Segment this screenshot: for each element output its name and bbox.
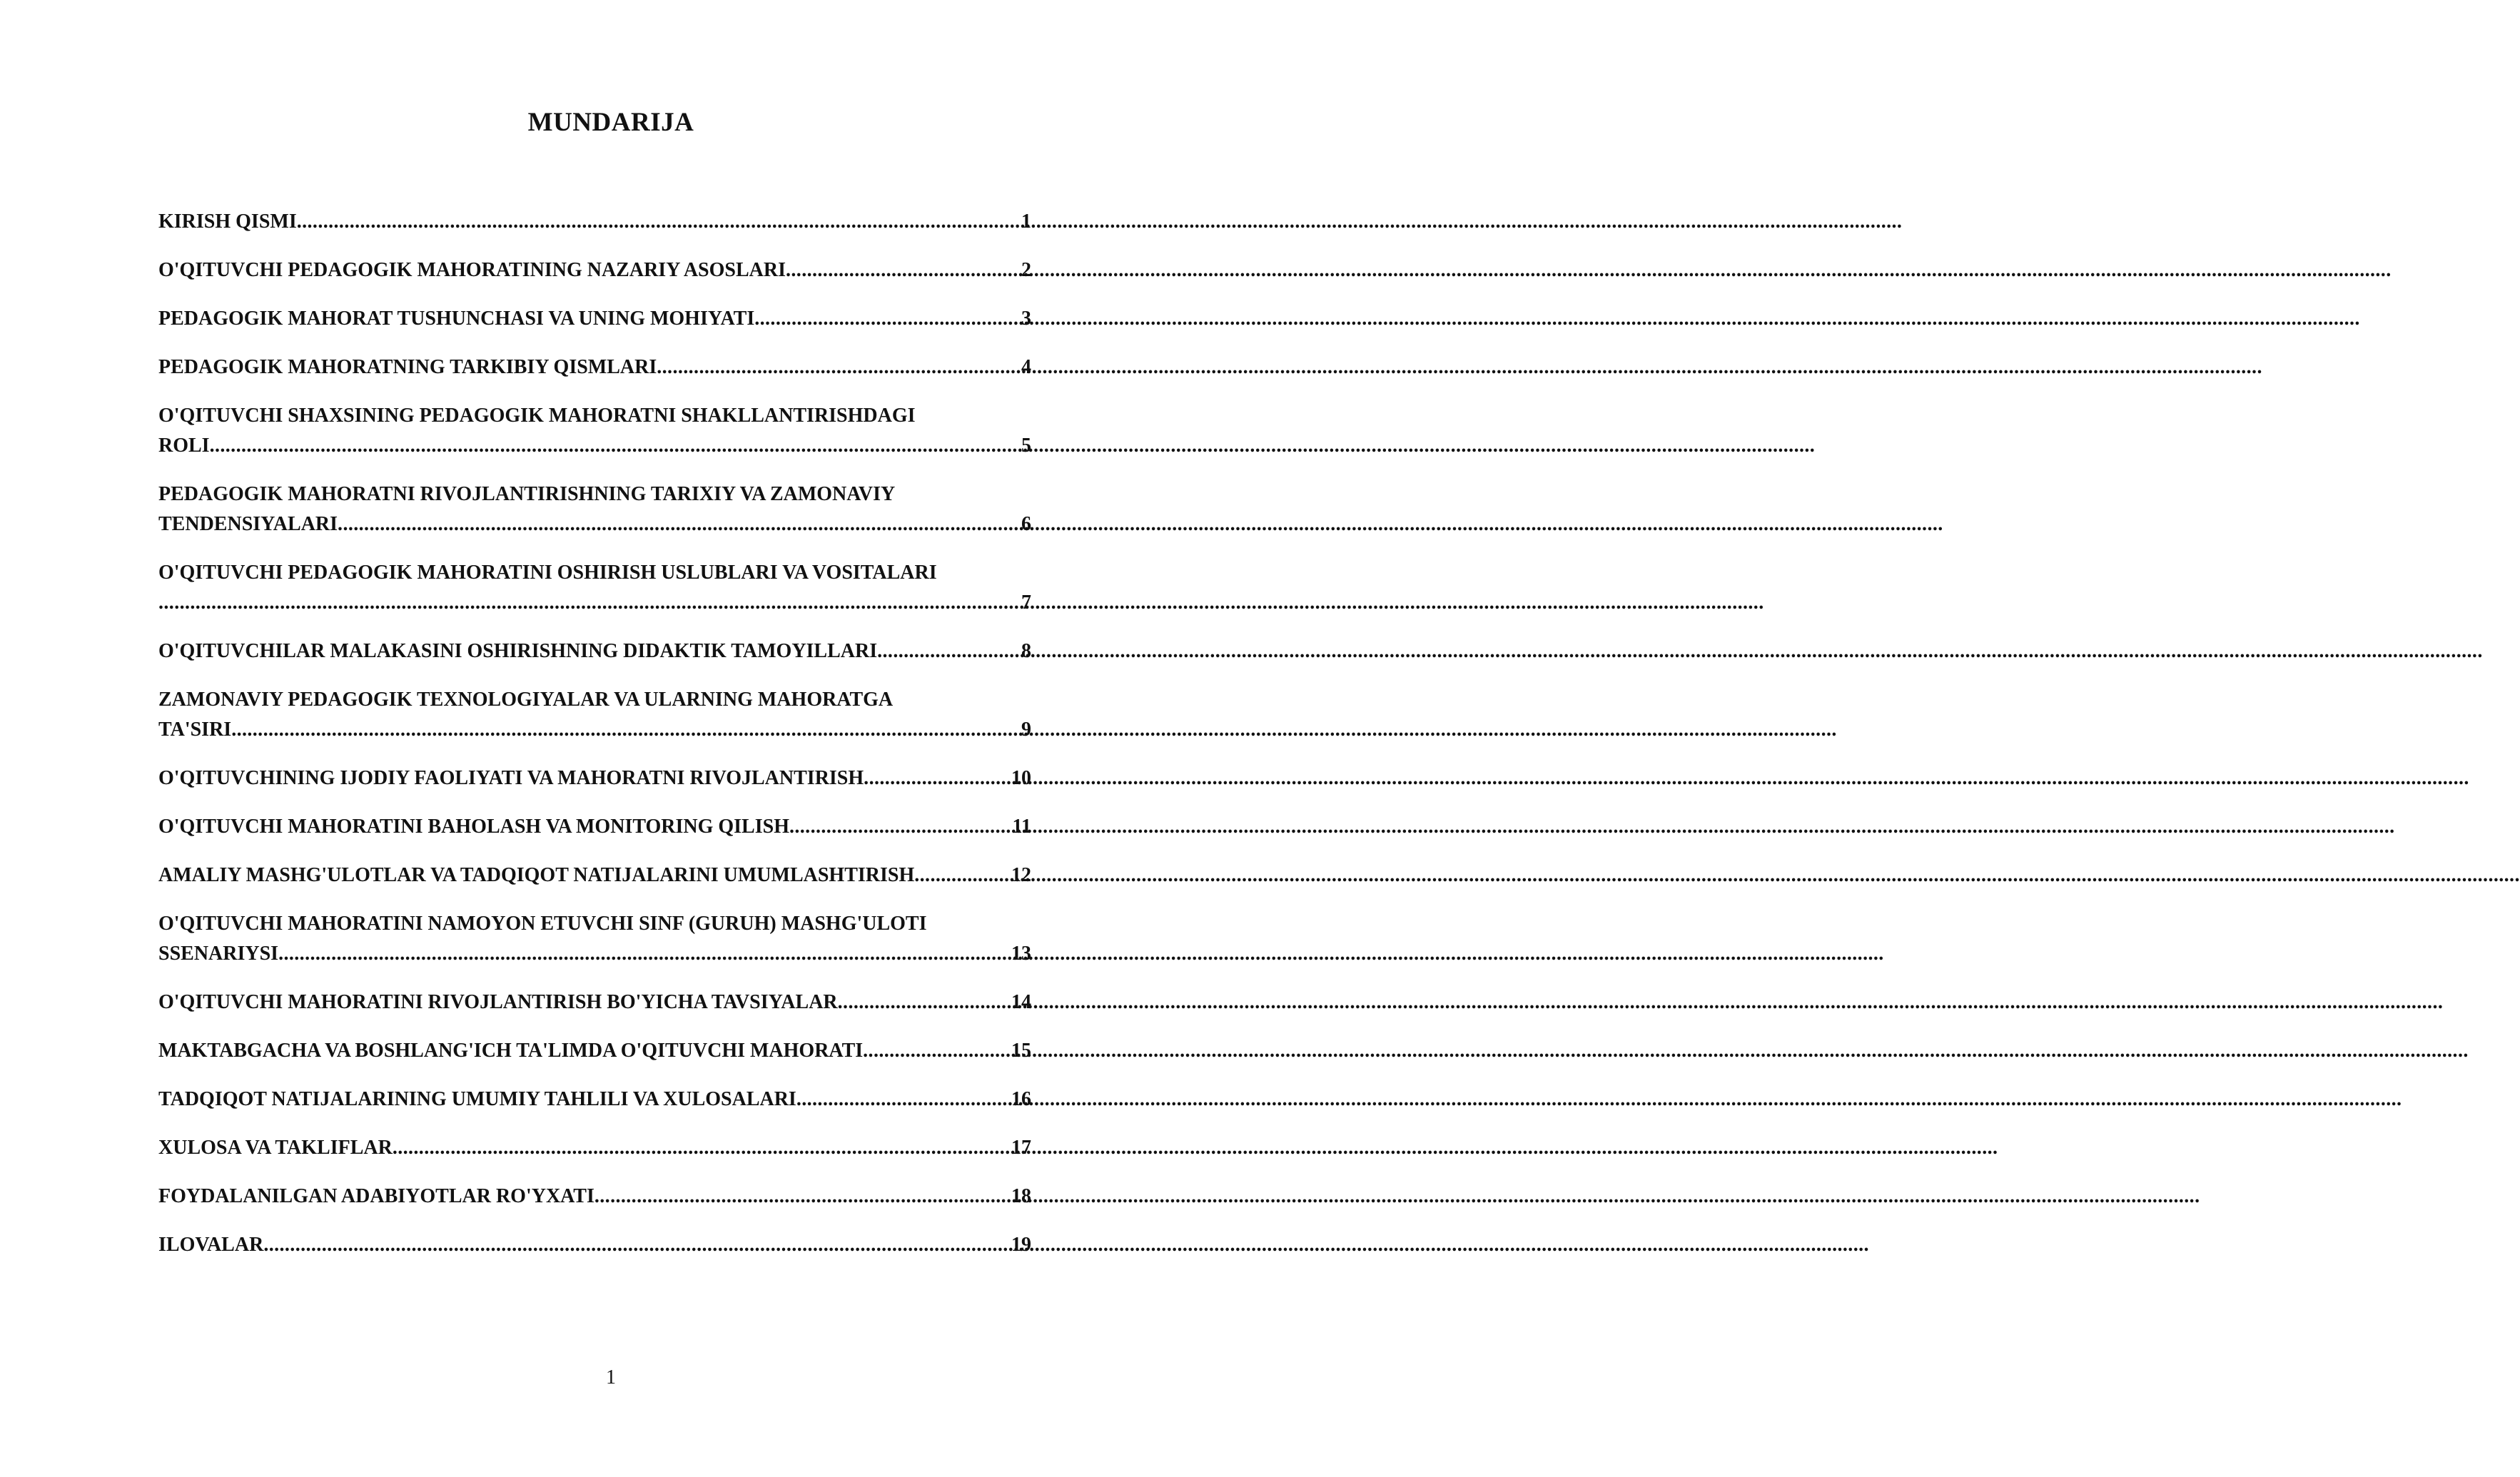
- toc-entry[interactable]: [158, 1133, 1031, 1163]
- toc-line: [158, 1133, 1031, 1163]
- toc-title: PEDAGOGIK MAHORAT TUSHUNCHASI VA UNING MOHIYATI: [158, 308, 755, 330]
- toc-page-number: 8: [1021, 640, 1031, 662]
- toc-dot-leader: [754, 304, 1020, 334]
- toc-dot-leader: [297, 207, 1020, 237]
- toc-dot-leader: [789, 812, 1011, 842]
- toc-page-number: 13: [1011, 943, 1031, 965]
- toc-page-number: 17: [1011, 1137, 1031, 1159]
- toc-line: [158, 939, 1031, 969]
- toc-entry[interactable]: [158, 1036, 1031, 1066]
- toc-dot-leader: [914, 861, 1010, 890]
- toc-entry[interactable]: [158, 636, 1031, 666]
- toc-title-first-line: PEDAGOGIK MAHORATNI RIVOJLANTIRISHNING TARIXIY VA ZAMONAVIY: [158, 483, 896, 505]
- toc-dot-leader: [838, 988, 1010, 1017]
- toc-page-number: 3: [1021, 308, 1031, 330]
- document-page: [0, 0, 1142, 1477]
- toc-entry[interactable]: [158, 685, 1031, 745]
- toc-title: O'QITUVCHI PEDAGOGIK MAHORATINING NAZARIY ASOSLARI: [158, 259, 786, 281]
- toc-dot-leader: [594, 1182, 1010, 1212]
- toc-line: [158, 1230, 1031, 1260]
- toc-title: FOYDALANILGAN ADABIYOTLAR RO'YXATI: [158, 1185, 594, 1207]
- toc-entry[interactable]: [158, 352, 1031, 382]
- toc-page-number: 12: [1011, 864, 1031, 886]
- toc-entry[interactable]: [158, 861, 1031, 890]
- toc-line: [158, 636, 1031, 666]
- toc-title: TENDENSIYALARI: [158, 513, 338, 535]
- toc-line: [158, 861, 1031, 890]
- toc-page-number: 7: [1021, 592, 1031, 614]
- toc-entry[interactable]: [158, 1085, 1031, 1115]
- toc-line: [158, 812, 1031, 842]
- toc-title-first-line: ZAMONAVIY PEDAGOGIK TEXNOLOGIYALAR VA ULARNING MAHORATGA: [158, 689, 894, 711]
- toc-entry[interactable]: [158, 255, 1031, 285]
- toc-page-number: 1: [1021, 210, 1031, 233]
- toc-dot-leader: [657, 352, 1020, 382]
- toc-line: [158, 715, 1031, 745]
- toc-line: [158, 1182, 1031, 1212]
- toc-entry[interactable]: [158, 207, 1031, 237]
- toc-title: MAKTABGACHA VA BOSHLANG'ICH TA'LIMDA O'QITUVCHI MAHORATI: [158, 1040, 864, 1062]
- toc-entry[interactable]: [158, 909, 1031, 969]
- toc-dot-leader: [158, 588, 1020, 618]
- toc-dot-leader: [210, 431, 1020, 461]
- toc-entry[interactable]: [158, 988, 1031, 1017]
- toc-dot-leader: [864, 763, 1010, 793]
- toc-dot-leader: [796, 1085, 1010, 1115]
- page-title: MUNDARIJA: [527, 108, 694, 137]
- toc-title-first-line: O'QITUVCHI PEDAGOGIK MAHORATINI OSHIRISH USLUBLARI VA VOSITALARI: [158, 562, 937, 584]
- toc-dot-leader: [338, 509, 1020, 539]
- toc-page-number: 14: [1011, 991, 1031, 1013]
- toc-title: O'QITUVCHINING IJODIY FAOLIYATI VA MAHORATNI RIVOJLANTIRISH: [158, 767, 864, 789]
- toc-page-number: 19: [1011, 1234, 1031, 1256]
- toc-entry[interactable]: [158, 304, 1031, 334]
- toc-page-number: 4: [1021, 356, 1031, 378]
- toc-page-number: 18: [1011, 1185, 1031, 1207]
- toc-dot-leader: [877, 636, 1020, 666]
- toc-title: KIRISH QISMI: [158, 210, 297, 233]
- toc-line: [158, 763, 1031, 793]
- toc-dot-leader: [263, 1230, 1010, 1260]
- toc-line: [158, 431, 1031, 461]
- toc-title: ROLI: [158, 435, 210, 457]
- toc-dot-leader: [863, 1036, 1010, 1066]
- toc-title-first-line: O'QITUVCHI SHAXSINING PEDAGOGIK MAHORATNI SHAKLLANTIRISHDAGI: [158, 405, 916, 427]
- toc-page-number: 9: [1021, 719, 1031, 741]
- toc-dot-leader: [278, 939, 1010, 969]
- toc-line: [158, 207, 1031, 237]
- toc-entry[interactable]: [158, 558, 1031, 618]
- toc-title: AMALIY MASHG'ULOTLAR VA TADQIQOT NATIJALARINI UMUMLASHTIRISH: [158, 864, 915, 886]
- toc-line: [158, 304, 1031, 334]
- toc-line: [158, 588, 1031, 618]
- toc-title: PEDAGOGIK MAHORATNING TARKIBIY QISMLARI: [158, 356, 657, 378]
- toc-entry[interactable]: [158, 401, 1031, 461]
- toc-entry[interactable]: [158, 479, 1031, 539]
- toc-title: XULOSA VA TAKLIFLAR: [158, 1137, 393, 1159]
- toc-line: [158, 255, 1031, 285]
- toc-title-first-line: O'QITUVCHI MAHORATINI NAMOYON ETUVCHI SINF (GURUH) MASHG'ULOTI: [158, 913, 927, 935]
- toc-line: [158, 352, 1031, 382]
- table-of-contents: [158, 207, 1031, 1279]
- toc-dot-leader: [786, 255, 1020, 285]
- toc-title: O'QITUVCHI MAHORATINI RIVOJLANTIRISH BO'YICHA TAVSIYALAR: [158, 991, 838, 1013]
- toc-page-number: 10: [1011, 767, 1031, 789]
- toc-line: [158, 1085, 1031, 1115]
- toc-line: [158, 1036, 1031, 1066]
- toc-title: ILOVALAR: [158, 1234, 264, 1256]
- toc-title: TADQIQOT NATIJALARINING UMUMIY TAHLILI VA XULOSALARI: [158, 1088, 796, 1110]
- toc-page-number: 16: [1011, 1088, 1031, 1110]
- toc-title: SSENARIYSI: [158, 943, 279, 965]
- toc-entry[interactable]: [158, 1182, 1031, 1212]
- toc-entry[interactable]: [158, 1230, 1031, 1260]
- toc-dot-leader: [231, 715, 1020, 745]
- toc-line: [158, 988, 1031, 1017]
- toc-page-number: 6: [1021, 513, 1031, 535]
- toc-page-number: 11: [1012, 816, 1031, 838]
- toc-line: [158, 509, 1031, 539]
- toc-page-number: 2: [1021, 259, 1031, 281]
- toc-entry[interactable]: [158, 812, 1031, 842]
- toc-page-number: 5: [1021, 435, 1031, 457]
- toc-dot-leader: [393, 1133, 1010, 1163]
- toc-entry[interactable]: [158, 763, 1031, 793]
- toc-page-number: 15: [1011, 1040, 1031, 1062]
- toc-title: O'QITUVCHILAR MALAKASINI OSHIRISHNING DIDAKTIK TAMOYILLARI: [158, 640, 878, 662]
- toc-title: TA'SIRI: [158, 719, 232, 741]
- toc-title: O'QITUVCHI MAHORATINI BAHOLASH VA MONITORING QILISH: [158, 816, 789, 838]
- page-number: 1: [606, 1366, 616, 1389]
